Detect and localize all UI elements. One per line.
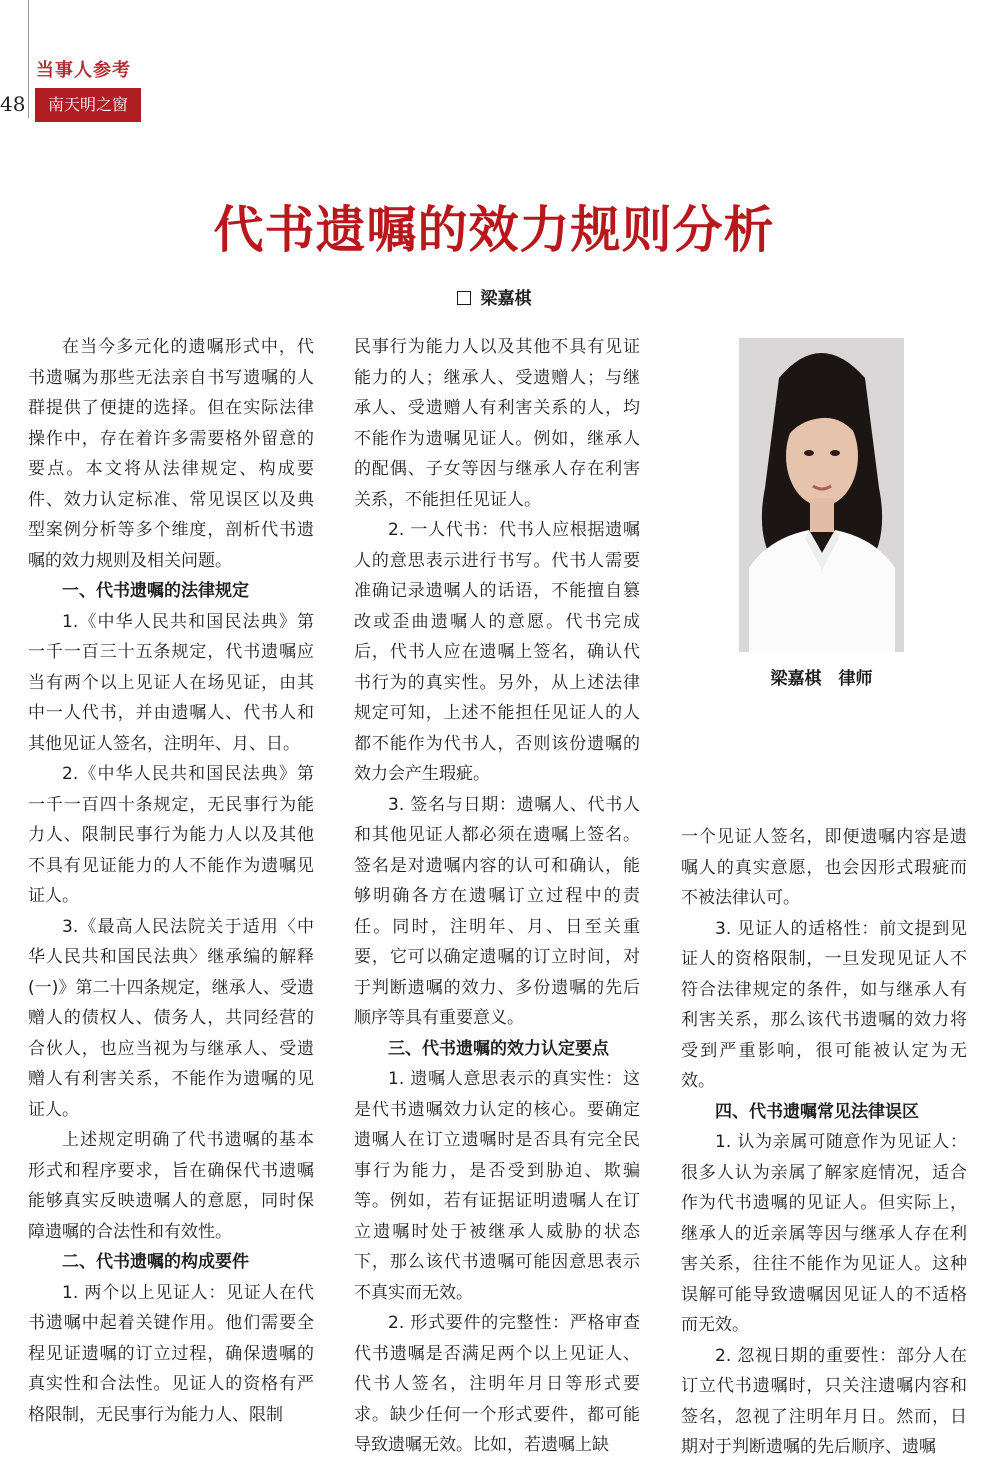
paragraph: 2. 一人代书：代书人应根据遗嘱人的意思表示进行书写。代书人需要准确记录遗嘱人的话语，不能擅自篡改或歪曲遗嘱人的意愿。代书完成后，代书人应在遗嘱上签名，确认代书行为的真实性。另外，从上述法律规定可知，上述不能担任见证人的人都不能作为代书人，否则该份遗嘱的效力会产生瑕疵。 <box>354 520 640 784</box>
text-column-1 <box>28 332 314 1430</box>
paragraph: 在当今多元化的遗嘱形式中，代书遗嘱为那些无法亲自书写遗嘱的人群提供了便捷的选择。但在实际法律操作中，存在着许多需要格外留意的要点。本文将从法律规定、构成要件、效力认定标准、常见误区以及典型案例分析等多个维度，剖析代书遗嘱的效力规则及相关问题。 <box>28 337 314 571</box>
byline <box>0 284 988 309</box>
paragraph: 2. 形式要件的完整性：严格审查代书遗嘱是否满足两个以上见证人、代书人签名，注明年月日等形式要求。缺少任何一个形式要件，都可能导致遗嘱无效。比如，若遗嘱上缺 <box>354 1313 640 1455</box>
section-heading: 二、代书遗嘱的构成要件 <box>62 1252 249 1272</box>
section-heading: 一、代书遗嘱的法律规定 <box>62 581 249 601</box>
square-bullet-icon <box>457 291 471 305</box>
paragraph: 民事行为能力人以及其他不具有见证能力的人；继承人、受遗赠人；与继承人、受遗赠人有利害关系的人，均不能作为遗嘱见证人。例如，继承人的配偶、子女等因与继承人存在利害关系，不能担任见证人。 <box>354 337 640 510</box>
paragraph: 1. 认为亲属可随意作为见证人：很多人认为亲属了解家庭情况，适合作为代书遗嘱的见证人。但实际上，继承人的近亲属等因与继承人存在利害关系，往往不能作为见证人。这种误解可能导致遗嘱因见证人的不适格而无效。 <box>681 1132 967 1335</box>
paragraph: 3.《最高人民法院关于适用〈中华人民共和国民法典〉继承编的解释(一)》第二十四条规定，继承人、受遗赠人的债权人、债务人，共同经营的合伙人，也应当视为与继承人、受遗赠人有利害关系，不能作为遗嘱的见证人。 <box>28 916 314 1120</box>
paragraph: 1.《中华人民共和国民法典》第一千一百三十五条规定，代书遗嘱应当有两个以上见证人在场见证，由其中一人代书，并由遗嘱人、代书人和其他见证人签名，注明年、月、日。 <box>28 611 314 754</box>
section-label: 当事人参考 <box>36 60 131 81</box>
paragraph: 3. 签名与日期：遗嘱人、代书人和其他见证人都必须在遗嘱上签名。签名是对遗嘱内容的认可和确认，能够明确各方在遗嘱订立过程中的责任。同时，注明年、月、日至关重要，它可以确定遗嘱的订立时间，对于判断遗嘱的效力、多份遗嘱的先后顺序等具有重要意义。 <box>354 794 640 1028</box>
section-heading: 四、代书遗嘱常见法律误区 <box>715 1101 919 1122</box>
paragraph: 2. 忽视日期的重要性：部分人在订立代书遗嘱时，只关注遗嘱内容和签名，忽视了注明年月日。然而，日期对于判断遗嘱的先后顺序、遗嘱 <box>681 1345 967 1457</box>
paragraph: 2.《中华人民共和国民法典》第一千一百四十条规定，无民事行为能力人、限制民事行为能力人以及其他不具有见证能力的人不能作为遗嘱见证人。 <box>28 764 314 906</box>
author-name: 梁嘉棋 <box>480 289 532 309</box>
paragraph: 3. 见证人的适格性：前文提到见证人的资格限制，一旦发现见证人不符合法律规定的条件，如与继承人有利害关系，那么该代书遗嘱的效力将受到严重影响，很可能被认定为无效。 <box>681 918 967 1091</box>
photo-caption: 梁嘉棋 律师 <box>770 669 873 689</box>
paragraph: 1. 遗嘱人意思表示的真实性：这是代书遗嘱效力认定的核心。要确定遗嘱人在订立遗嘱时是否具有完全民事行为能力，是否受到胁迫、欺骗等。例如，若有证据证明遗嘱人在订立遗嘱时处于被继承人威胁的状态下，那么该代书遗嘱可能因意思表示不真实而无效。 <box>354 1069 640 1303</box>
article-title: 代书遗嘱的效力规则分析 <box>213 201 775 259</box>
paragraph: 一个见证人签名，即便遗嘱内容是遗嘱人的真实意愿，也会因形式瑕疵而不被法律认可。 <box>681 827 967 908</box>
author-photo <box>739 338 904 652</box>
margin-rule <box>28 0 29 118</box>
portrait-illustration <box>739 338 904 652</box>
section-heading: 三、代书遗嘱的效力认定要点 <box>388 1038 609 1059</box>
column-badge: 南天明之窗 <box>35 88 141 122</box>
text-column-3 <box>681 822 967 1463</box>
paragraph: 上述规定明确了代书遗嘱的基本形式和程序要求，旨在确保代书遗嘱能够真实反映遗嘱人的意愿，同时保障遗嘱的合法性和有效性。 <box>28 1130 314 1242</box>
page-number: 48 <box>0 92 26 116</box>
text-column-2 <box>354 332 640 1461</box>
paragraph: 1. 两个以上见证人：见证人在代书遗嘱中起着关键作用。他们需要全程见证遗嘱的订立过程，确保遗嘱的真实性和合法性。见证人的资格有严格限制，无民事行为能力人、限制 <box>28 1282 314 1425</box>
